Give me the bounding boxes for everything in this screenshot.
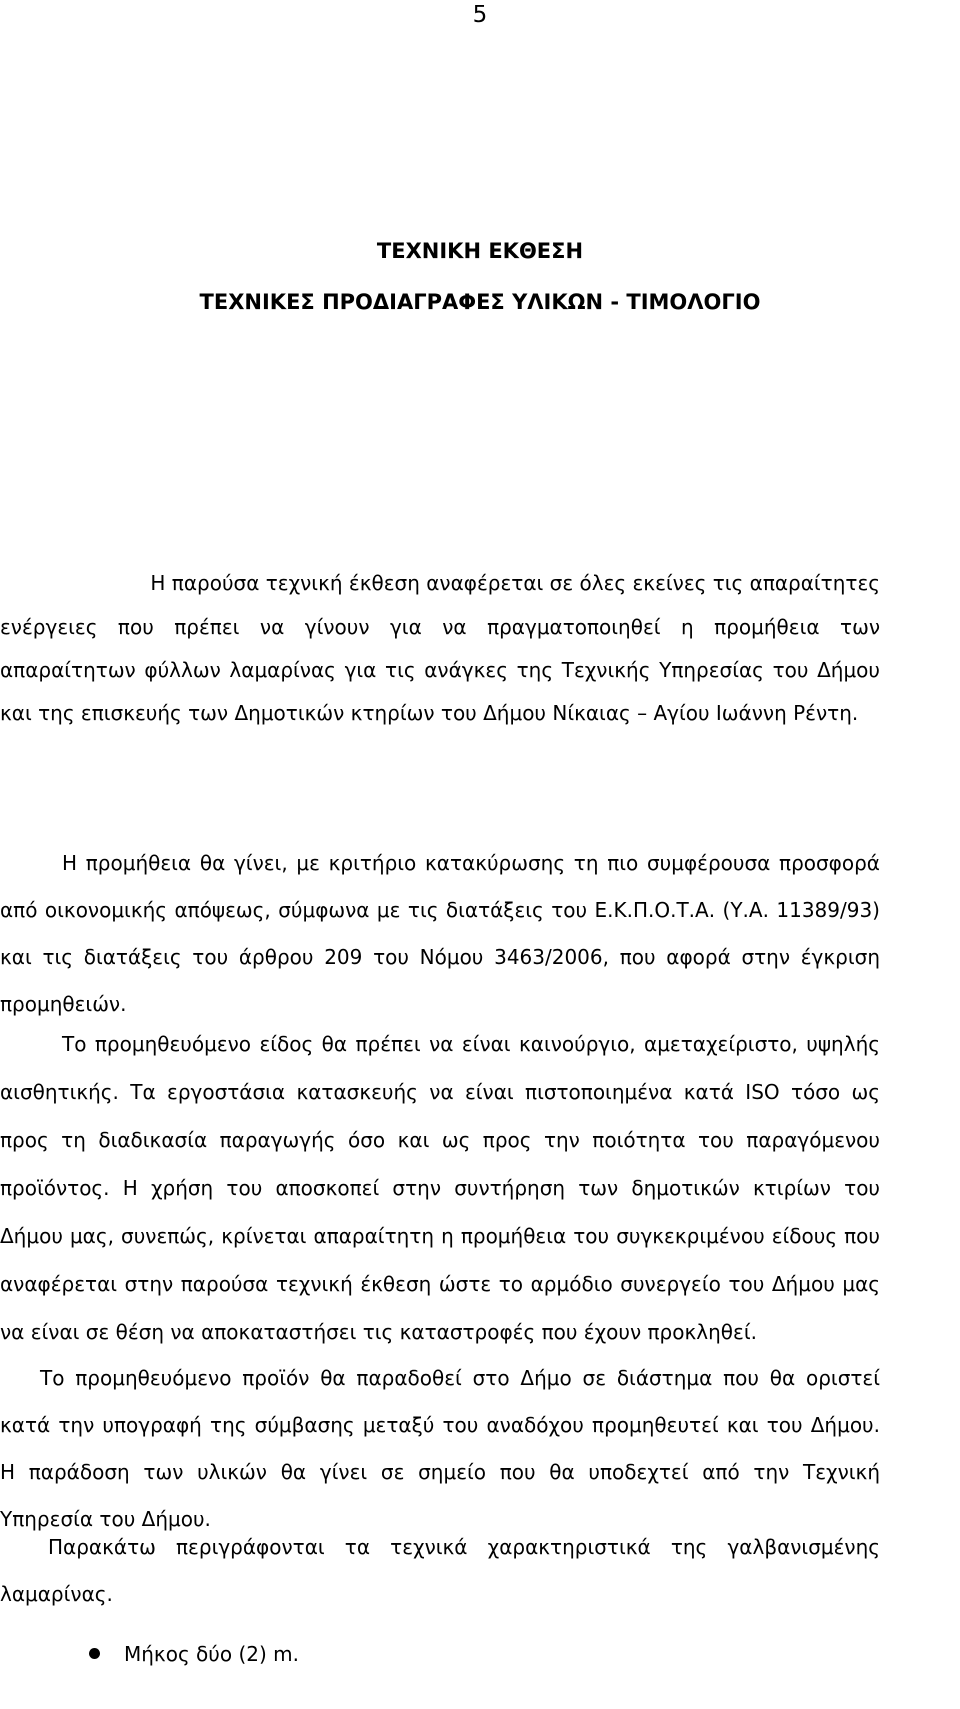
page-number: 5 — [472, 2, 488, 28]
paragraph-intro: ενέργειες που πρέπει να γίνουν για να πραγματοποιηθεί η προμήθεια των απαραίτητων φύλλων λαμαρίνας για τις ανάγκες της Τεχνικής Υπηρεσίας του Δήμου και της επισκευής των Δημοτικών κτηρίων του Δήμου Νίκαιας – Αγίου Ιωάννη Ρέντη. — [0, 615, 880, 725]
spec-item — [0, 1636, 299, 1672]
paragraph-characteristics: Παρακάτω περιγράφονται τα τεχνικά χαρακτηριστικά της γαλβανισμένης λαμαρίνας. — [0, 1535, 880, 1606]
document-title: ΤΕΧΝΙΚΗ ΕΚΘΕΣΗ — [376, 239, 584, 263]
paragraph-delivery: Το προμηθευόμενο προϊόν θα παραδοθεί στο Δήμο σε διάστημα που θα οριστεί κατά την υπογραφή της σύμβασης μεταξύ του αναδόχου προμηθευτεί και του Δήμου. Η παράδοση των υλικών θα γίνει σε σημείο που θα υποδεχτεί από την Τεχνική Υπηρεσία του Δήμου. — [0, 1366, 880, 1531]
spec-item-text: Μήκος δύο (2) m. — [124, 1642, 299, 1666]
paragraph-procurement: Η προμήθεια θα γίνει, με κριτήριο κατακύρωσης τη πιο συμφέρουσα προσφορά από οικονομικής απόψεως, σύμφωνα με τις διατάξεις του Ε.Κ.Π.Ο.Τ.Α. (Υ.Α. 11389/93) και τις διατάξεις του άρθρου 209 του Νόμου 3463/2006, που αφορά στην έγκριση προμηθειών. — [0, 851, 880, 1016]
spec-list — [0, 1636, 299, 1672]
document-subtitle: ΤΕΧΝΙΚΕΣ ΠΡΟΔΙΑΓΡΑΦΕΣ ΥΛΙΚΩΝ - ΤΙΜΟΛΟΓΙΟ — [199, 290, 761, 314]
paragraph-intro-first-line: Η παρούσα τεχνική έκθεση αναφέρεται σε όλες εκείνες τις απαραίτητες — [150, 571, 880, 595]
paragraph-quality: Το προμηθευόμενο είδος θα πρέπει να είναι καινούργιο, αμεταχείριστο, υψηλής αισθητικής. Τα εργοστάσια κατασκευής να είναι πιστοποιημένα κατά ISO τόσο ως προς τη διαδικασία παραγωγής όσο και ως προς την ποιότητα του παραγόμενου προϊόντος. Η χρήση του αποσκοπεί στην συντήρηση των δημοτικών κτιρίων του Δήμου μας, συνεπώς, κρίνεται απαραίτητη η προμήθεια του συγκεκριμένου είδους που αναφέρεται στην παρούσα τεχνική έκθεση ώστε το αρμόδιο συνεργείο του Δήμου μας να είναι σε θέση να αποκαταστήσει τις καταστροφές που έχουν προκληθεί. — [0, 1032, 880, 1344]
bullet-icon — [89, 1648, 100, 1659]
